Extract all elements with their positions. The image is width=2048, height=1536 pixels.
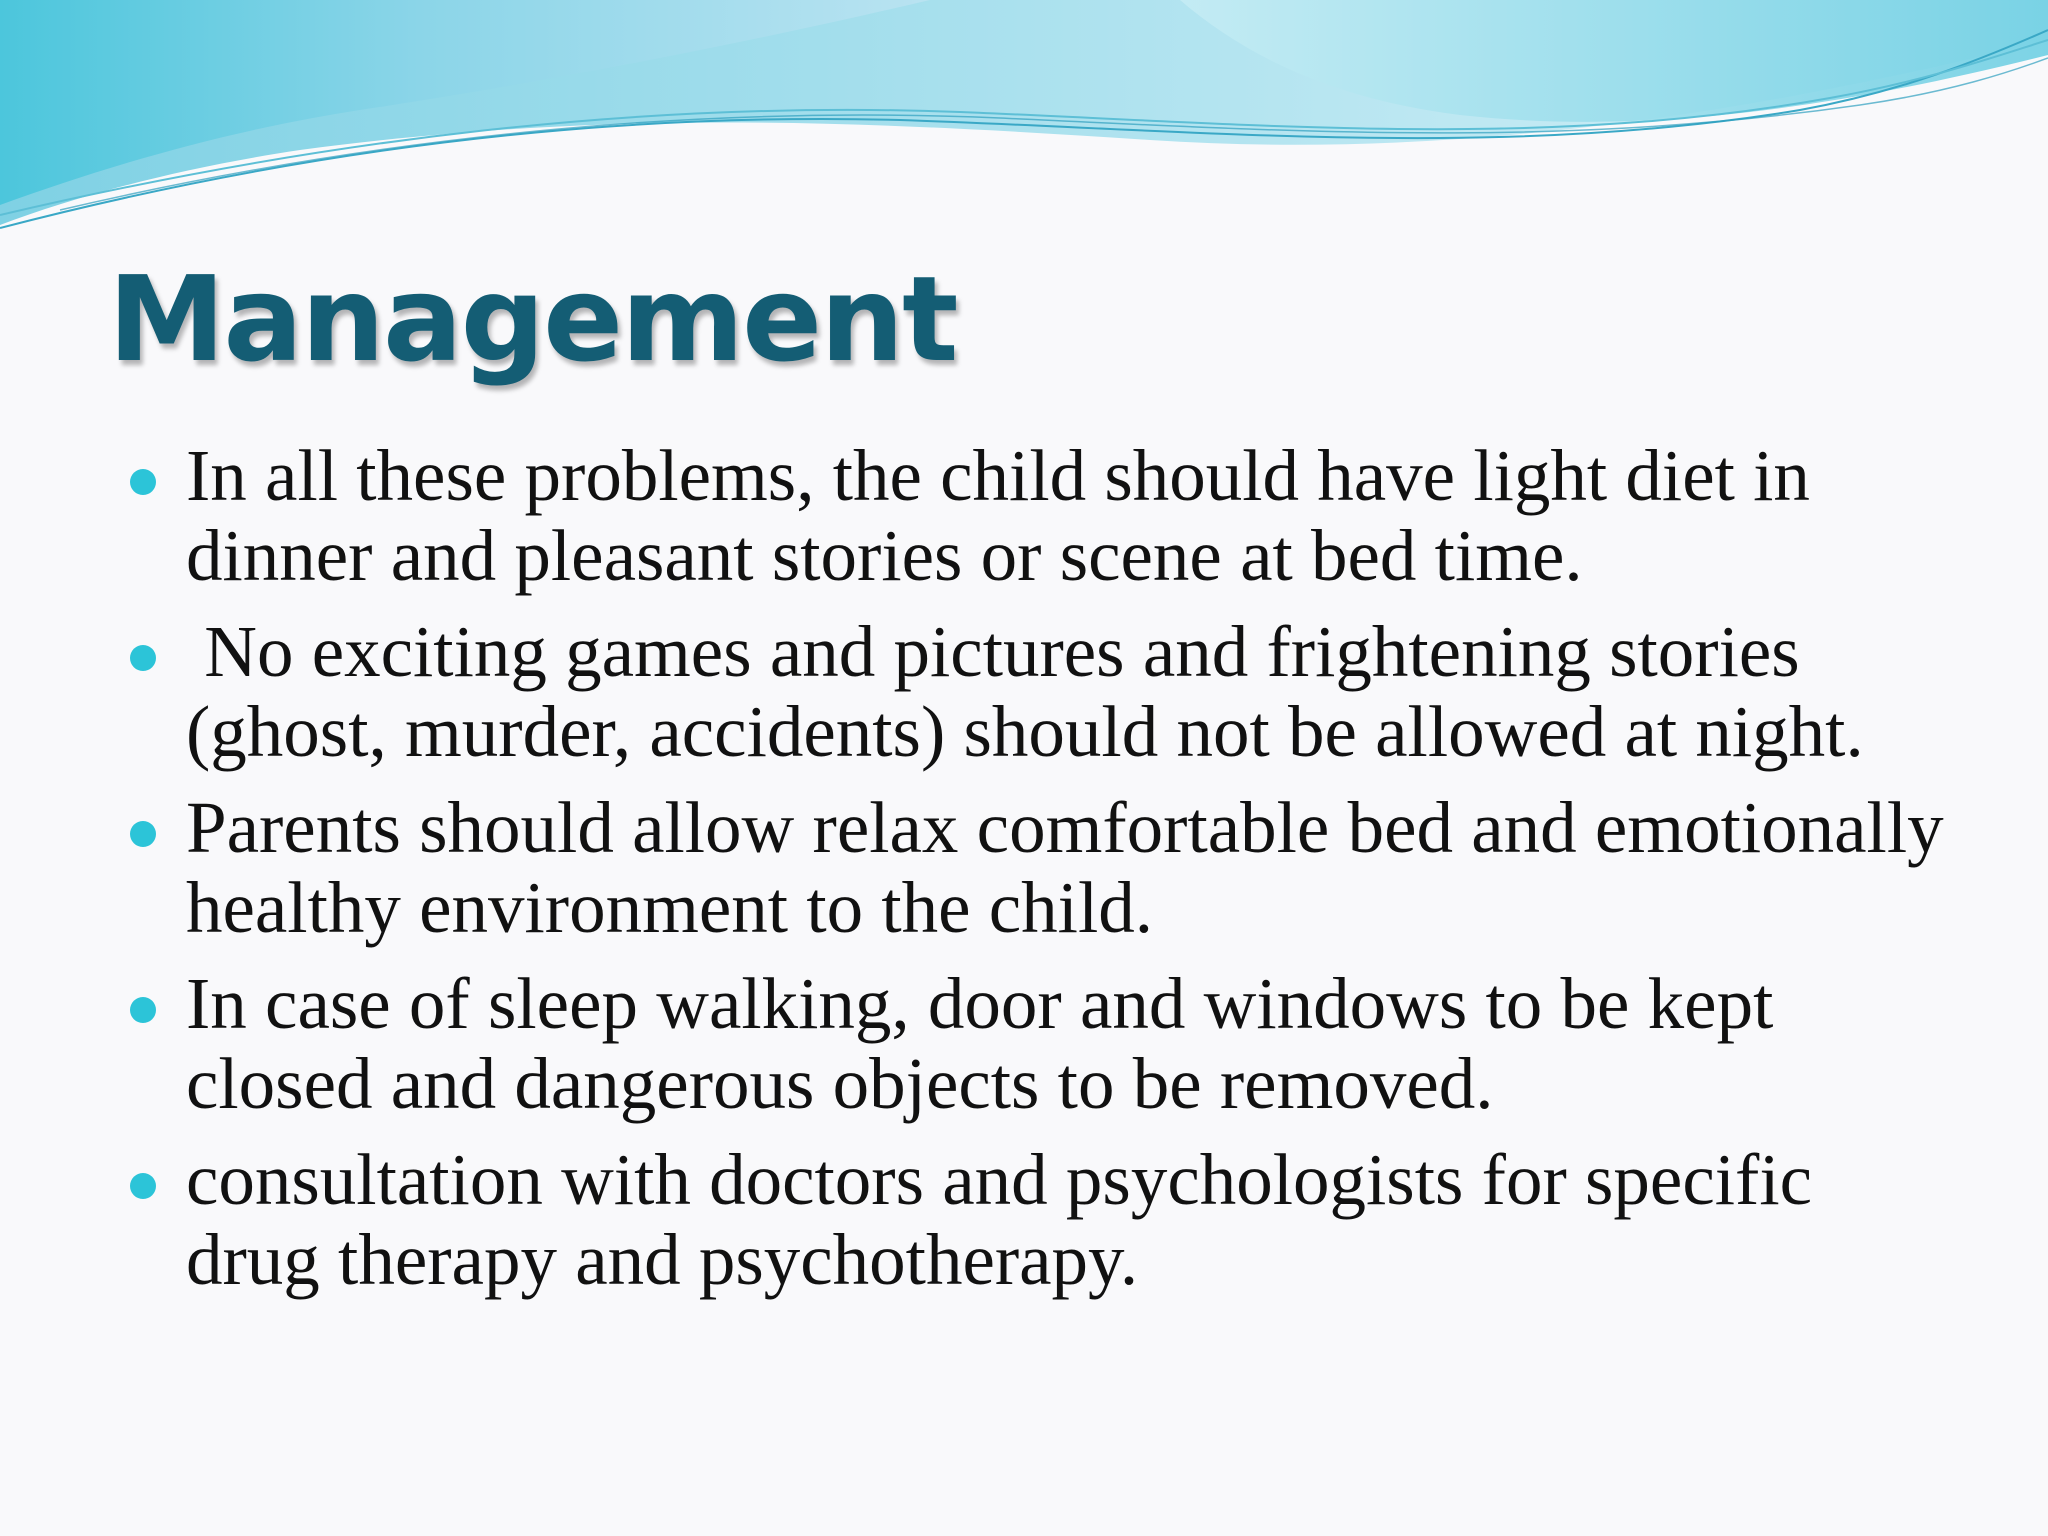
bullet-text: In case of sleep walking, door and windows to be kept closed and dangerous objects to be removed. — [186, 963, 1774, 1124]
header-wave-decoration — [0, 0, 2048, 260]
bullet-text: consultation with doctors and psychologists for specific drug therapy and psychotherapy. — [186, 1139, 1812, 1300]
slide-title: Management — [108, 250, 957, 388]
bullet-text: No exciting games and pictures and frightening stories (ghost, murder, accidents) should not be allowed at night. — [186, 611, 1864, 772]
bullet-dot-icon — [130, 645, 156, 671]
bullet-text: In all these problems, the child should have light diet in dinner and pleasant stories or scene at bed time. — [186, 435, 1810, 596]
bullet-item — [130, 788, 1950, 948]
bullet-item — [130, 436, 1950, 596]
bullet-dot-icon — [130, 1173, 156, 1199]
bullet-item — [130, 612, 1950, 772]
bullet-item — [130, 964, 1950, 1124]
bullet-list — [130, 436, 1950, 1316]
bullet-item — [130, 1140, 1950, 1300]
bullet-dot-icon — [130, 997, 156, 1023]
bullet-dot-icon — [130, 821, 156, 847]
bullet-text: Parents should allow relax comfortable bed and emotionally healthy environment to the child. — [186, 787, 1944, 948]
bullet-dot-icon — [130, 469, 156, 495]
